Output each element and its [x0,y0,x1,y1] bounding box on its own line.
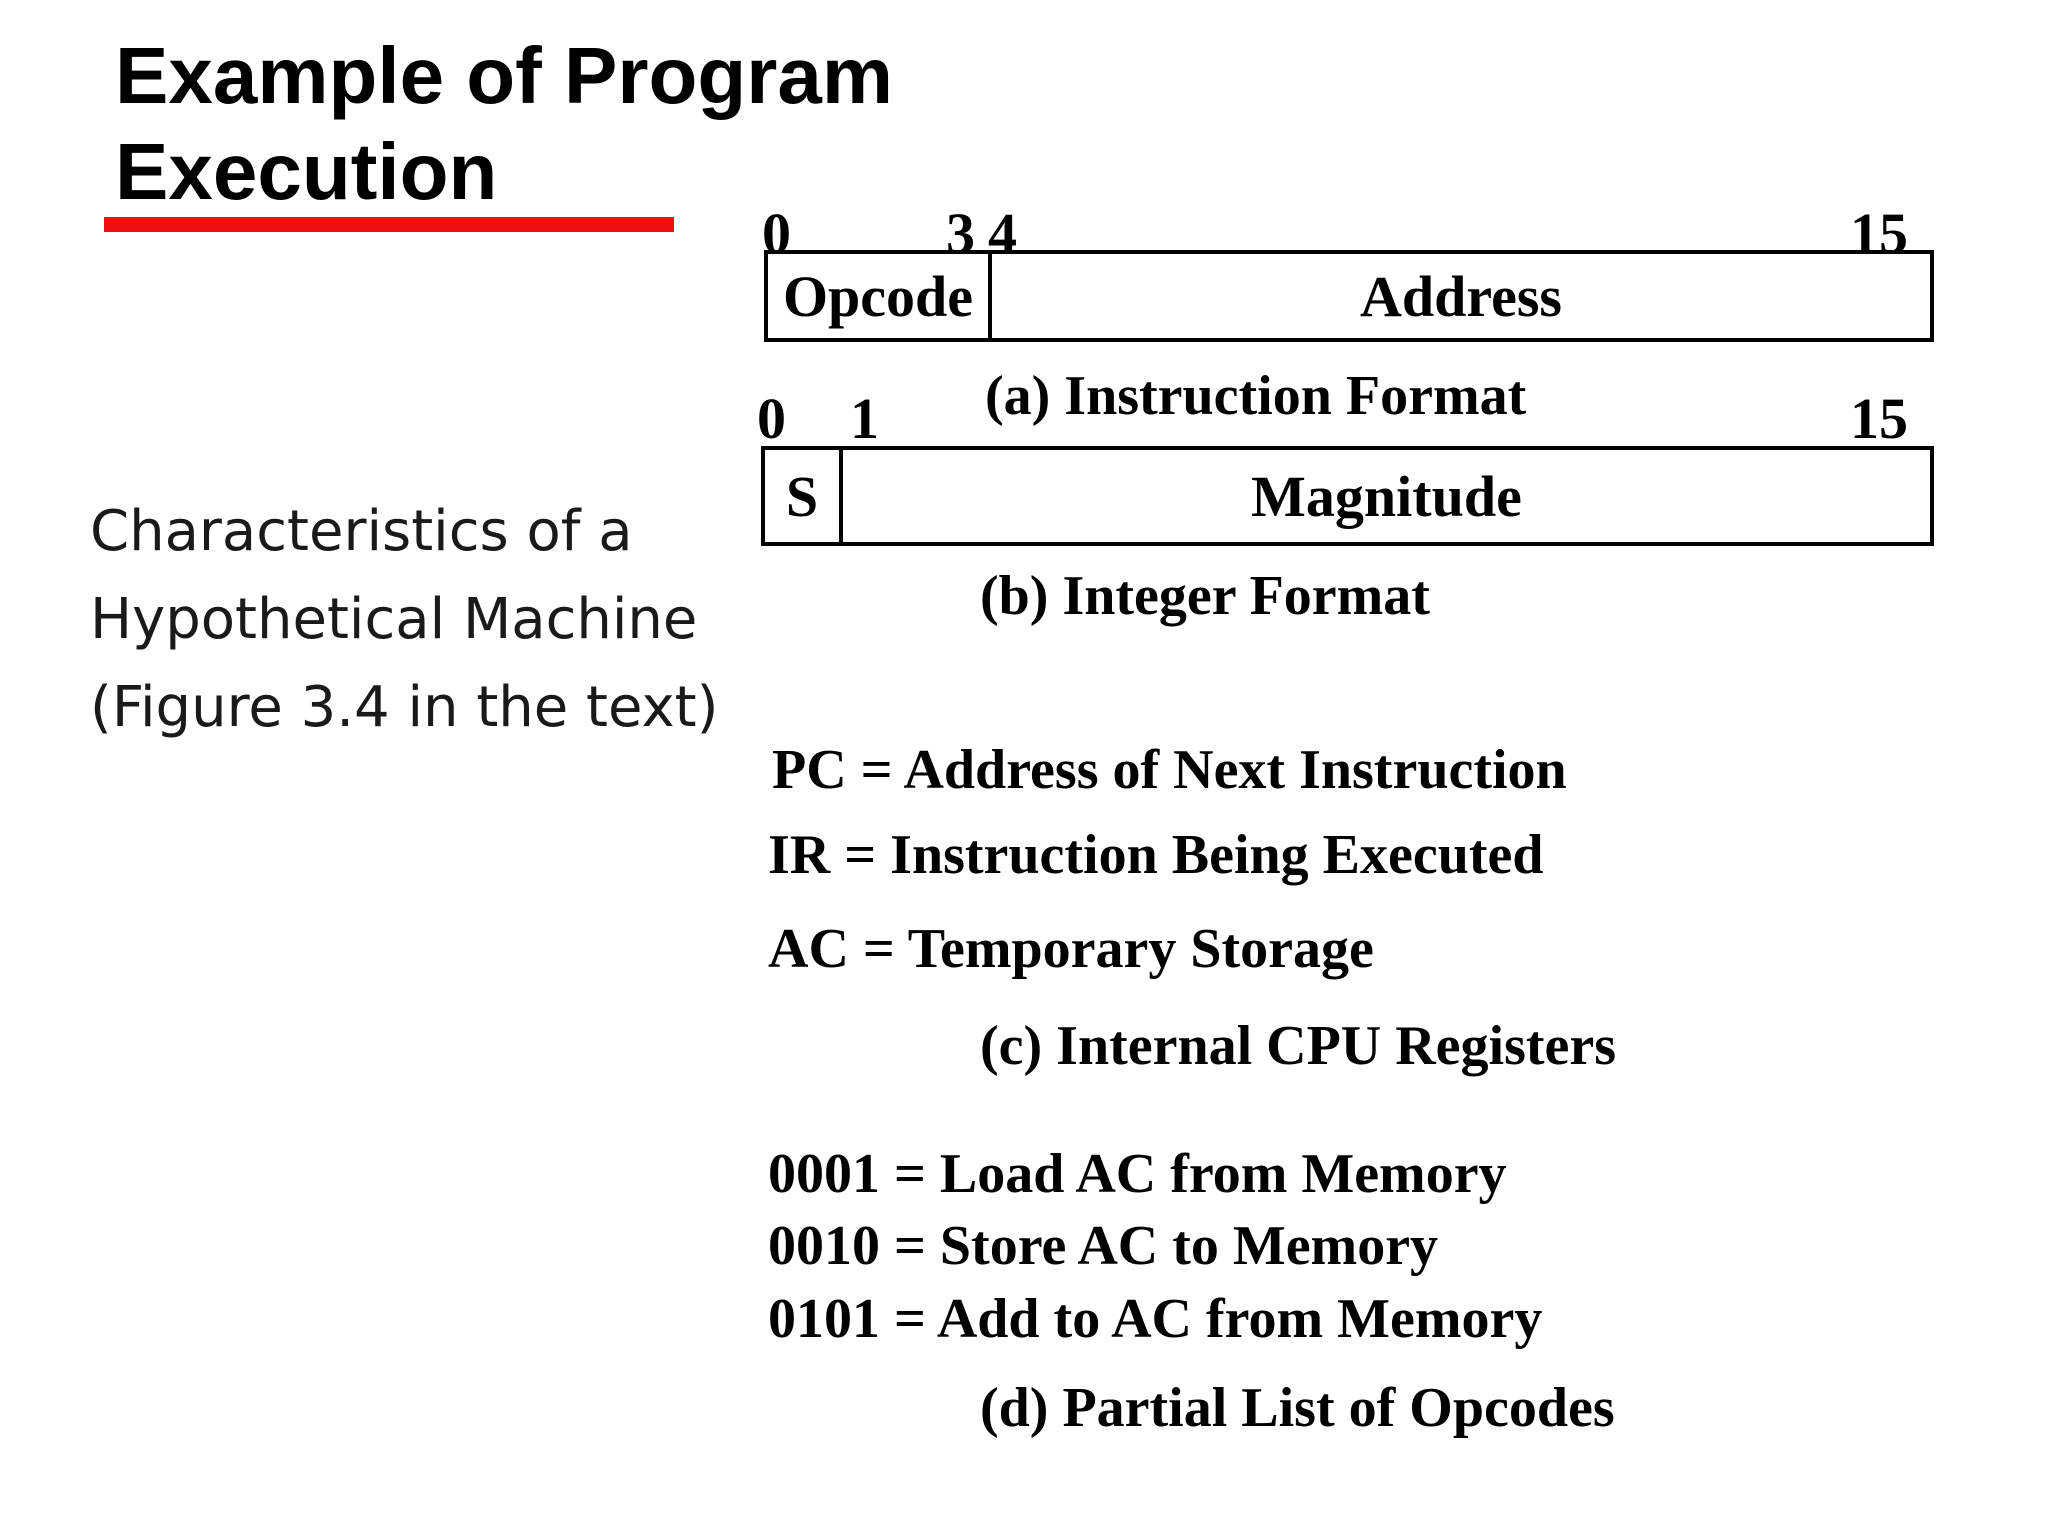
caption-line-2: Hypothetical Machine [90,587,698,652]
registers-label: (c) Internal CPU Registers [980,1015,1617,1077]
instr-bit-4: 4 [988,201,1017,266]
opcode-field: Opcode [768,254,992,338]
title-underline [104,217,674,232]
title-line-2: Execution [115,127,498,216]
int-bit-1: 1 [850,386,879,451]
instruction-format-box [764,250,1934,342]
register-pc: PC = Address of Next Instruction [772,739,1567,801]
integer-format-box [761,446,1934,546]
int-bit-0: 0 [757,386,786,451]
opcodes-label: (d) Partial List of Opcodes [980,1377,1615,1439]
slide-title [115,28,893,220]
opcode-0001: 0001 = Load AC from Memory [768,1143,1507,1205]
magnitude-field: Magnitude [1251,463,1522,529]
register-ir: IR = Instruction Being Executed [768,824,1544,886]
sign-field: S [765,450,843,542]
instr-bit-0: 0 [762,201,791,266]
register-ac: AC = Temporary Storage [768,918,1374,980]
address-field: Address [1360,263,1562,329]
opcode-0010: 0010 = Store AC to Memory [768,1215,1439,1277]
figure-caption [90,488,750,752]
opcode-0101: 0101 = Add to AC from Memory [768,1288,1543,1350]
instr-bit-3: 3 [946,201,975,266]
int-bit-15: 15 [1850,386,1908,451]
caption-line-1: Characteristics of a [90,499,633,564]
caption-line-3: (Figure 3.4 in the text) [90,675,719,740]
integer-format-label: (b) Integer Format [980,565,1430,627]
instruction-format-label: (a) Instruction Format [985,365,1527,427]
instr-bit-15: 15 [1850,201,1908,266]
title-line-1: Example of Program [115,31,894,120]
